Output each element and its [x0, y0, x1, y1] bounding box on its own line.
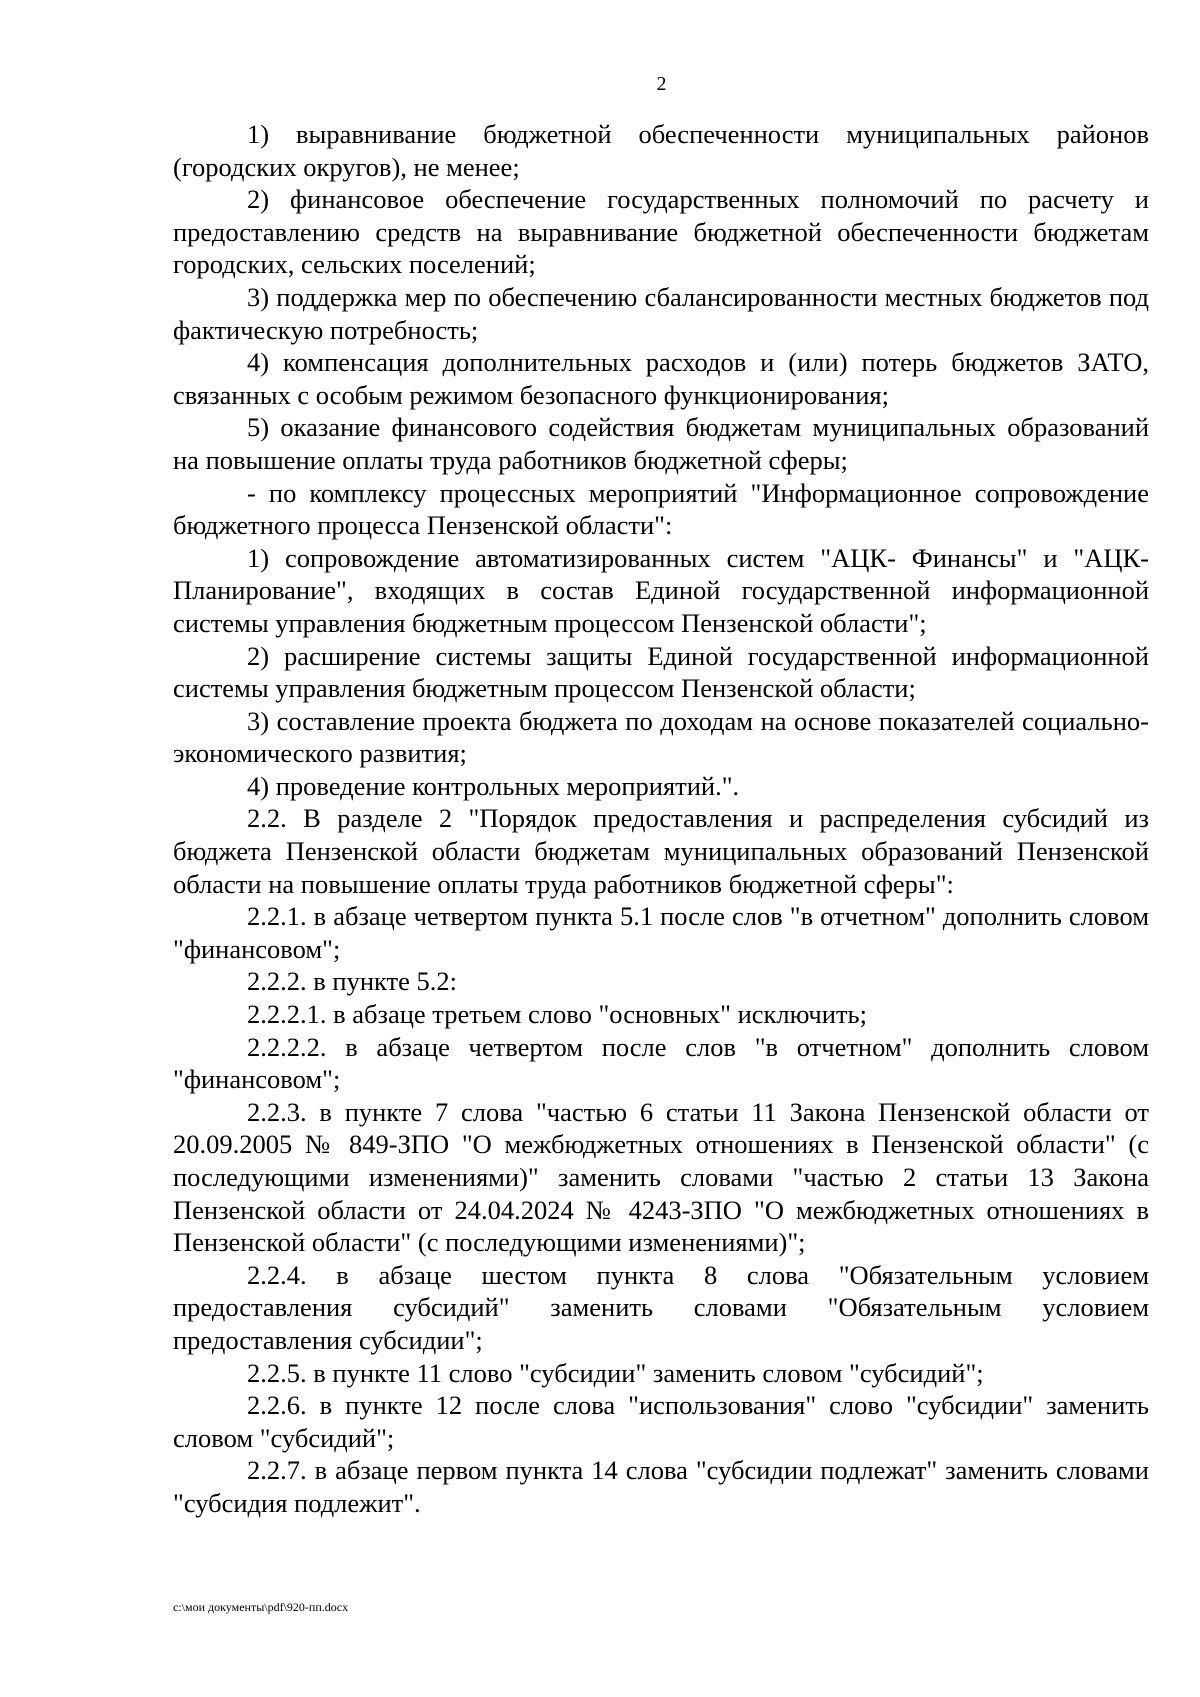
- paragraph-10: 4) проведение контрольных мероприятий.".: [247, 770, 740, 801]
- paragraph-15: 2.2.2.2. в абзаце четвертом после слов "в отчетном" дополнить словом "финансовом";: [173, 1031, 1149, 1095]
- paragraph-17: 2.2.4. в абзаце шестом пункта 8 слова "Обязательным условием предоставления субсидий" заменить словами "Обязательным условием предоставления субсидии";: [173, 1259, 1149, 1355]
- paragraph-13: 2.2.2. в пункте 5.2:: [247, 966, 457, 997]
- paragraph-19: 2.2.6. в пункте 12 после слова "использования" слово "субсидии" заменить словом "субсидий";: [173, 1390, 1149, 1453]
- footer-file-path: c:\мои документы\pdf\920-пп.docx: [173, 1600, 349, 1614]
- paragraph-8: 2) расширение системы защиты Единой государственной информационной системы управления бюджетным процессом Пензенской области;: [173, 640, 1149, 704]
- paragraph-11: 2.2. В разделе 2 "Порядок предоставления и распределения субсидий из бюджета Пензенской области бюджетам муниципальных образований Пензенской области на повышение оплаты труда работников бюджетной сферы":: [173, 803, 1149, 899]
- paragraph-16: 2.2.3. в пункте 7 слова "частью 6 статьи 11 Закона Пензенской области от 20.09.2005 № 849-ЗПО "О межбюджетных отношениях в Пензенской области" (с последующими изменениями)" заменить словами "частью 2 статьи 13 Закона Пензенской области от 24.04.2024 № 4243-ЗПО "О межбюджетных отношениях в Пензенской области" (с последующими изменениями)";: [173, 1096, 1149, 1258]
- paragraph-2: 2) финансовое обеспечение государственных полномочий по расчету и предоставлению средств на выравнивание бюджетной обеспеченности бюджетам городских, сельских поселений;: [173, 184, 1149, 280]
- paragraph-9: 3) составление проекта бюджета по доходам на основе показателей социально-экономического развития;: [173, 705, 1149, 769]
- document-body: [173, 118, 1149, 1520]
- paragraph-1: 1) выравнивание бюджетной обеспеченности муниципальных районов (городских округов), не менее;: [173, 119, 1149, 182]
- paragraph-3: 3) поддержка мер по обеспечению сбалансированности местных бюджетов под фактическую потребность;: [173, 281, 1149, 345]
- page-number: 2: [656, 73, 667, 95]
- paragraph-6: - по комплексу процессных мероприятий "Информационное сопровождение бюджетного процесса Пензенской области":: [173, 477, 1149, 541]
- paragraph-18: 2.2.5. в пункте 11 слово "субсидии" заменить словом "субсидий";: [247, 1357, 984, 1388]
- paragraph-12: 2.2.1. в абзаце четвертом пункта 5.1 после слов "в отчетном" дополнить словом "финансовом";: [173, 901, 1149, 964]
- paragraph-5: 5) оказание финансового содействия бюджетам муниципальных образований на повышение оплаты труда работников бюджетной сферы;: [173, 412, 1149, 475]
- paragraph-14: 2.2.2.1. в абзаце третьем слово "основных" исключить;: [247, 999, 867, 1030]
- paragraph-20: 2.2.7. в абзаце первом пункта 14 слова "субсидии подлежат" заменить словами "субсидия подлежит".: [173, 1455, 1149, 1518]
- paragraph-4: 4) компенсация дополнительных расходов и (или) потерь бюджетов ЗАТО, связанных с особым режимом безопасного функционирования;: [173, 347, 1149, 410]
- paragraph-7: 1) сопровождение автоматизированных систем "АЦК- Финансы" и "АЦК-Планирование", входящих в состав Единой государственной информационной системы управления бюджетным процессом Пензенской области";: [173, 542, 1149, 638]
